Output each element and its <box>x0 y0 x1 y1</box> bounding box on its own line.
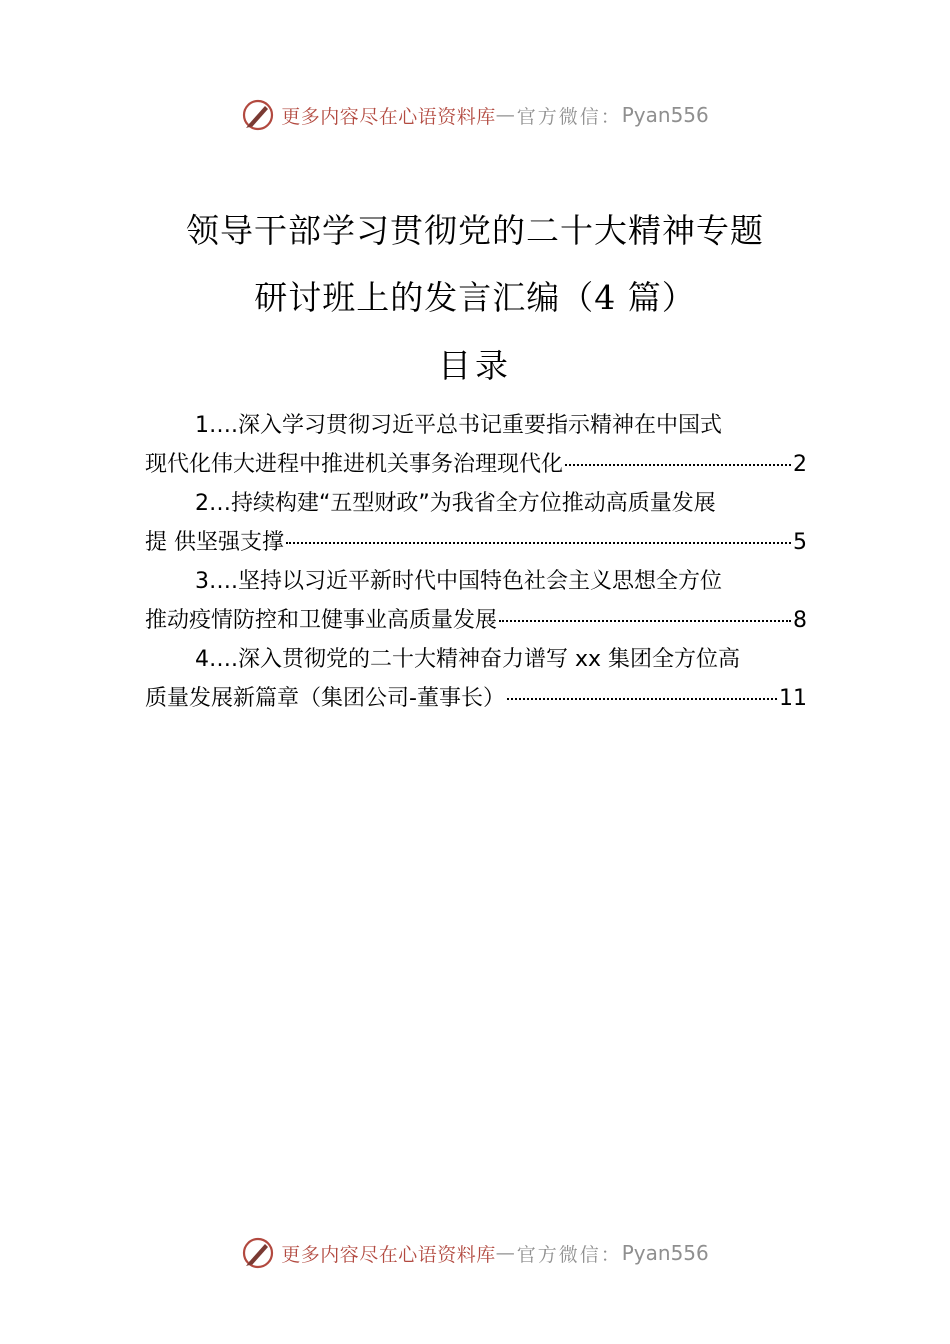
footer-banner <box>0 1233 950 1273</box>
toc-page-number: 11 <box>779 686 807 711</box>
banner-dash: — <box>495 1242 517 1264</box>
toc-heading: 目录 <box>438 346 512 385</box>
table-of-contents <box>145 406 807 718</box>
banner-wechat-label: 官方微信： <box>516 1243 622 1266</box>
toc-leader-dots <box>565 464 791 466</box>
toc-page-number: 2 <box>793 452 807 477</box>
banner-wechat-label: 官方微信： <box>516 105 622 128</box>
toc-entry[interactable] <box>145 562 807 640</box>
toc-entry-title-line1: 1….深入学习贯彻习近平总书记重要指示精神在中国式 <box>195 413 722 438</box>
pen-circle-logo-icon <box>241 1236 275 1270</box>
toc-leader-dots <box>507 698 777 700</box>
banner-slogan: 更多内容尽在心语资料库 <box>281 105 496 128</box>
banner-wechat-id: Pyan556 <box>621 1241 709 1265</box>
toc-entry[interactable] <box>145 484 807 562</box>
toc-page-number: 8 <box>793 608 807 633</box>
toc-entry[interactable] <box>145 640 807 718</box>
toc-entry[interactable] <box>145 406 807 484</box>
document-title-line2: 研讨班上的发言汇编（4 篇） <box>254 278 696 317</box>
header-banner <box>0 95 950 135</box>
toc-entry-title-line2: 提 供坚强支撑 <box>145 530 284 555</box>
toc-entry-title-line1: 2…持续构建“五型财政”为我省全方位推动高质量发展 <box>195 491 716 516</box>
toc-page-number: 5 <box>793 530 807 555</box>
toc-entry-title-line2: 推动疫情防控和卫健事业高质量发展 <box>145 608 498 633</box>
toc-entry-title-line1: 4….深入贯彻党的二十大精神奋力谱写 xx 集团全方位高 <box>195 647 741 672</box>
banner-slogan: 更多内容尽在心语资料库 <box>281 1243 496 1266</box>
toc-entry-title-line2: 质量发展新篇章（集团公司-董事长） <box>145 686 505 711</box>
pen-circle-logo-icon <box>241 98 275 132</box>
banner-dash: — <box>495 104 517 126</box>
toc-leader-dots <box>499 620 791 622</box>
document-title-line1: 领导干部学习贯彻党的二十大精神专题 <box>186 211 764 250</box>
toc-entry-title-line1: 3….坚持以习近平新时代中国特色社会主义思想全方位 <box>195 569 722 594</box>
banner-wechat-id: Pyan556 <box>621 103 709 127</box>
toc-leader-dots <box>286 542 791 544</box>
toc-entry-title-line2: 现代化伟大进程中推进机关事务治理现代化 <box>145 452 564 477</box>
